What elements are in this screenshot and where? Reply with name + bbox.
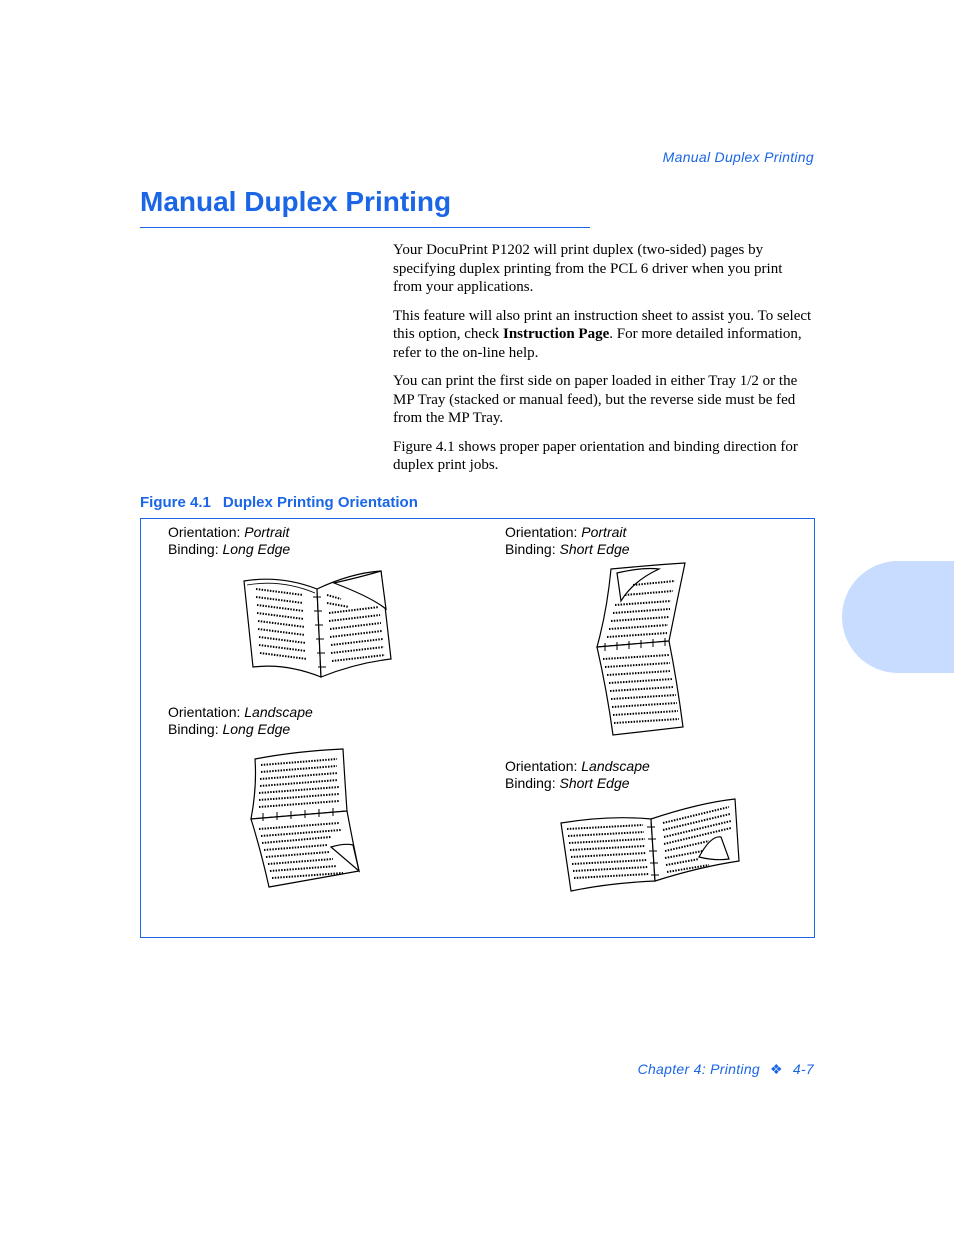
binding-label: Binding: [505,541,556,557]
figure-title: Duplex Printing Orientation [222,494,418,511]
landscape-short-edge-illustration [559,797,743,895]
binding-value: Long Edge [222,721,291,737]
paragraph-2-end: . For more detailed information, refer to the on-line help. [393,326,802,361]
running-header: Manual Duplex Printing [662,149,814,165]
chapter-side-tab [842,561,954,673]
orientation-value: Portrait [244,524,290,540]
orientation-label: Orientation: [168,524,241,540]
portrait-long-edge-illustration [241,567,396,679]
footer-diamond-icon: ❖ [770,1061,783,1077]
instruction-page-term: Instruction Page [502,326,610,342]
panel-landscape-short-label [505,758,650,792]
panel-landscape-long-label [168,704,313,738]
paragraph-2-start: This feature will also print an instruction sheet to assist you. To select this option, check [393,307,812,342]
panel-portrait-long-label [168,524,290,558]
page-footer [638,1061,814,1078]
paragraph-2 [393,307,815,363]
title-rule [140,227,590,228]
orientation-value: Landscape [581,758,650,774]
paragraph-3: You can print the first side on paper loaded in either Tray 1/2 or the MP Tray (stacked or manual feed), but the reverse side must be fed from the MP Tray. [393,373,798,426]
paragraph-4: Figure 4.1 shows proper paper orientation and binding direction for duplex print jobs. [393,438,798,473]
figure-number: Figure 4.1 [140,494,211,511]
binding-value: Short Edge [559,775,630,791]
binding-label: Binding: [168,721,219,737]
body-text [393,241,815,485]
figure-box [140,518,815,938]
binding-value: Short Edge [559,541,630,557]
portrait-short-edge-illustration [593,561,689,739]
orientation-label: Orientation: [168,704,241,720]
binding-label: Binding: [505,775,556,791]
orientation-value: Portrait [581,524,627,540]
orientation-label: Orientation: [505,524,578,540]
figure-caption [140,494,418,511]
panel-portrait-short-label [505,524,630,558]
landscape-long-edge-illustration [247,747,363,891]
footer-page-number: 4-7 [792,1061,814,1077]
page-title: Manual Duplex Printing [140,186,452,217]
binding-value: Long Edge [222,541,291,557]
orientation-value: Landscape [244,704,313,720]
binding-label: Binding: [168,541,219,557]
paragraph-1: Your DocuPrint P1202 will print duplex (two-sided) pages by specifying duplex printing from the PCL 6 driver when you print from your applications. [393,242,783,295]
orientation-label: Orientation: [505,758,578,774]
footer-chapter: Chapter 4: Printing [637,1061,760,1077]
